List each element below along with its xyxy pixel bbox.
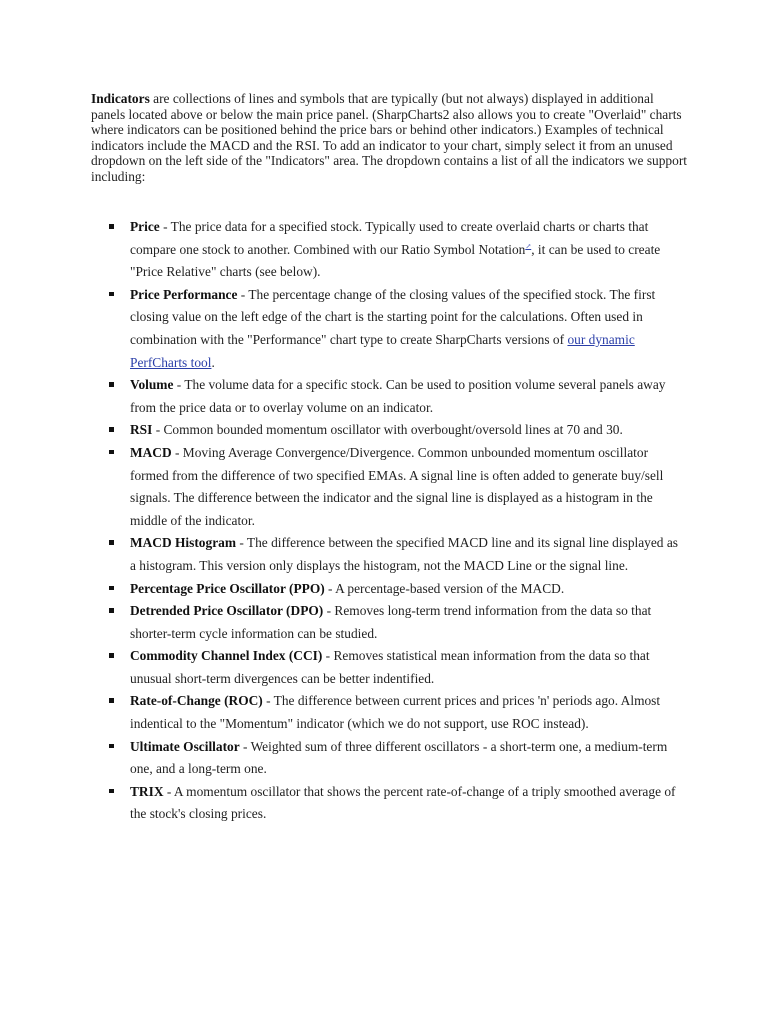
list-item-roc [106, 690, 686, 735]
intro-text: are collections of lines and symbols that are typically (but not always) displayed in additional panels located above or below the main price panel. (SharpCharts2 also allows you to create "Overlaid" charts where indicators can be positioned behind the price bars or behind other indicators.) Examples of technical indicators include the MACD and the RSI. To add an indicator to your chart, simply select it from an unused dropdown on the left side of the "Indicators" area. The dropdown contains a list of all the indicators we support including: [91, 91, 688, 184]
bullet-icon [109, 540, 114, 545]
indicator-desc: - The volume data for a specific stock. Can be used to position volume several panels away from the price data or to overlay volume on an indicator. [130, 377, 666, 415]
indicator-desc: - Common bounded momentum oscillator with overbought/oversold lines at 70 and 30. [152, 422, 623, 438]
bullet-icon [109, 608, 114, 613]
bullet-icon [109, 586, 114, 591]
indicator-desc: - Moving Average Convergence/Divergence. Common unbounded momentum oscillator formed from the difference of two specified EMAs. A signal line is often added to generate buy/sell signals. The difference between the indicator and the signal line is displayed as a histogram in the middle of the indicator. [130, 444, 664, 528]
footnote-link-icon[interactable]: ↗ [525, 242, 532, 251]
indicator-name: Detrended Price Oscillator (DPO) [130, 603, 324, 619]
indicator-name: MACD [130, 444, 172, 460]
intro-paragraph [91, 91, 691, 185]
list-item-dpo [106, 600, 686, 645]
list-item-price [106, 216, 686, 284]
indicator-desc: - A percentage-based version of the MACD. [324, 580, 565, 596]
indicator-name: Rate-of-Change (ROC) [130, 693, 263, 709]
perfcharts-link[interactable]: our dynamic PerfCharts tool [130, 331, 635, 370]
indicator-desc: - Weighted sum of three different oscillators - a short-term one, a medium-term one, and a long-term one. [130, 738, 668, 777]
list-item-trix [106, 781, 686, 826]
list-item-price-performance [106, 284, 686, 374]
indicator-name: Commodity Channel Index (CCI) [130, 648, 323, 664]
intro-term: Indicators [91, 91, 150, 106]
bullet-icon [109, 427, 114, 432]
bullet-icon [109, 450, 114, 455]
bullet-icon [109, 653, 114, 658]
list-item-volume [106, 374, 686, 419]
indicator-desc: - The percentage change of the closing values of the specified stock. The first closing value on the left edge of the chart is the starting point for the calculations. Often used in combination with the "Performance" chart type to create SharpCharts versions of [130, 286, 656, 347]
indicator-desc-end: , it can be used to create "Price Relative" charts (see below). [130, 241, 661, 280]
indicator-desc: - Removes statistical mean information from the data so that unusual short-term divergences can be better indentified. [130, 648, 650, 686]
list-item-ultimate-oscillator [106, 736, 686, 781]
indicator-name: Price [130, 219, 160, 234]
indicator-name: Volume [130, 377, 174, 393]
indicator-name: MACD Histogram [130, 535, 236, 551]
list-item-ppo [106, 578, 686, 601]
list-item-macd-histogram [106, 532, 686, 577]
bullet-icon [109, 698, 114, 703]
indicator-list [106, 216, 686, 826]
list-item-cci [106, 645, 686, 690]
indicator-name: TRIX [130, 783, 164, 799]
indicator-name: Price Performance [130, 286, 238, 302]
bullet-icon [109, 224, 114, 229]
bullet-icon [109, 744, 114, 749]
document-page [91, 91, 691, 185]
list-item-rsi [106, 419, 686, 442]
list-item-macd [106, 442, 686, 532]
bullet-icon [109, 292, 114, 297]
indicator-name: Percentage Price Oscillator (PPO) [130, 580, 325, 596]
indicator-desc: - Removes long-term trend information from the data so that shorter-term cycle information can be studied. [130, 603, 652, 641]
indicator-desc: - The price data for a specified stock. Typically used to create overlaid charts or charts that compare one stock to another. Combined with our Ratio Symbol Notation [130, 219, 649, 257]
indicator-desc: - The difference between current prices and prices 'n' periods ago. Almost indentical to the "Momentum" indicator (which we do not support, use ROC instead). [130, 693, 661, 732]
bullet-icon [109, 382, 114, 387]
indicator-desc-end: . [211, 354, 215, 370]
indicator-desc: - The difference between the specified MACD line and its signal line displayed as a histogram. This version only displays the histogram, not the MACD Line or the signal line. [130, 535, 679, 573]
indicator-desc: - A momentum oscillator that shows the percent rate-of-change of a triply smoothed average of the stock's closing prices. [130, 783, 676, 822]
bullet-icon [109, 789, 114, 794]
indicator-name: RSI [130, 422, 153, 438]
indicator-name: Ultimate Oscillator [130, 738, 240, 754]
